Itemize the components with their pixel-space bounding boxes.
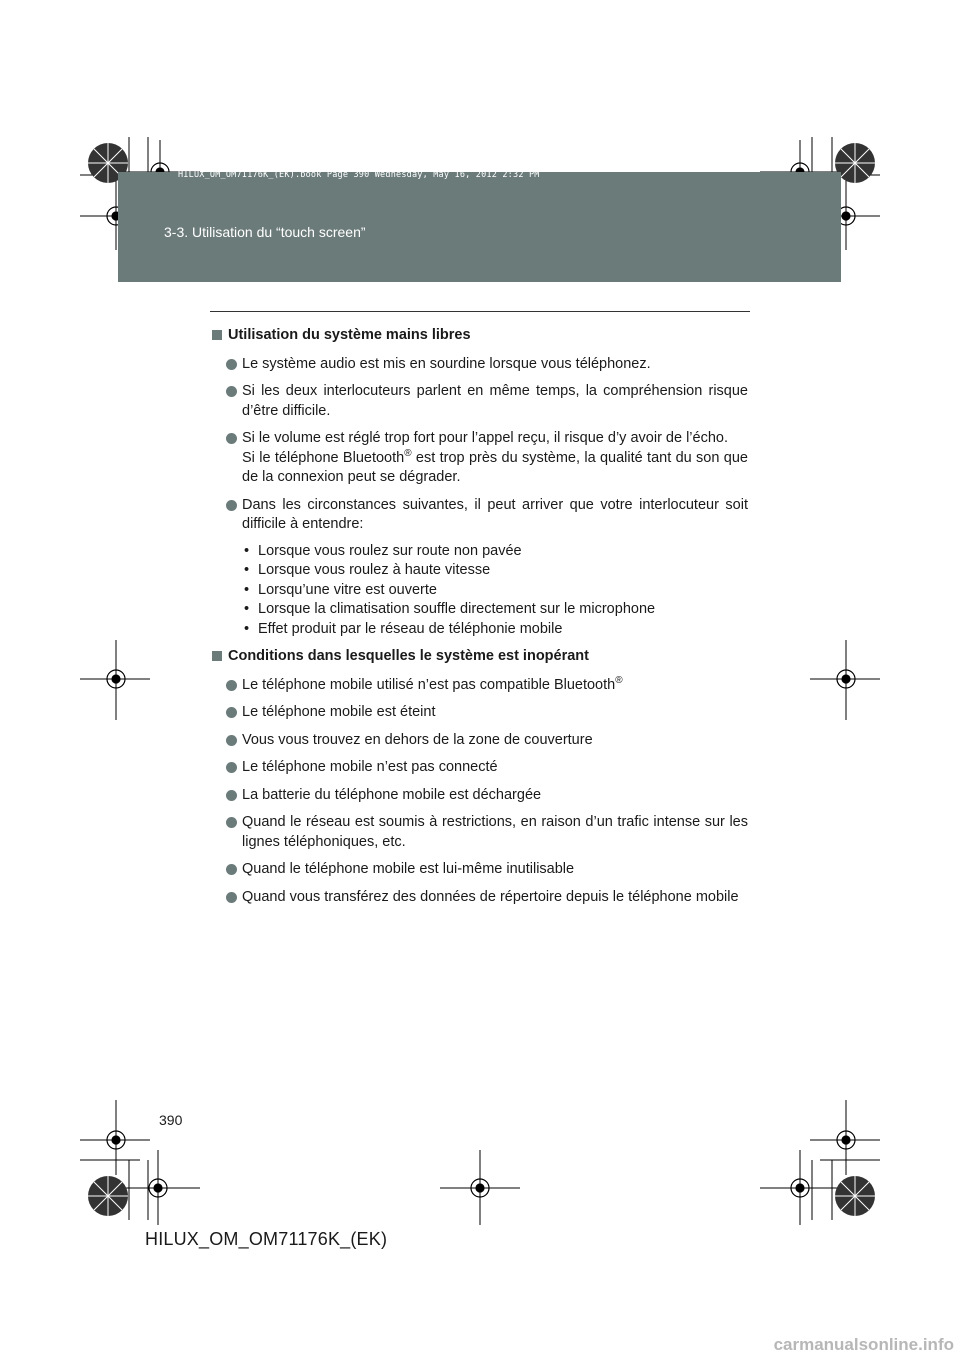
square-bullet-icon <box>212 330 222 340</box>
registered-mark: ® <box>404 447 412 459</box>
circle-bullet-icon <box>226 500 237 511</box>
sub-list-item: • Effet produit par le réseau de téléphonie mobile <box>242 620 748 640</box>
list-item: Quand le réseau est soumis à restrictions, en raison d’un trafic intense sur les lignes téléphoniques, etc. <box>212 813 748 852</box>
circle-bullet-icon <box>226 790 237 801</box>
list-item: Si le volume est réglé trop fort pour l’appel reçu, il risque d’y avoir de l’écho. Si le téléphone Bluetooth® est trop près du système, la qualité tant du son que de la connexion peut se dégrader. <box>212 429 748 488</box>
list-item: Quand le téléphone mobile est lui-même inutilisable <box>212 860 748 880</box>
list-item: Le téléphone mobile utilisé n’est pas compatible Bluetooth® <box>212 676 748 696</box>
circle-bullet-icon <box>226 762 237 773</box>
list-item: Dans les circonstances suivantes, il peut arriver que votre interlocuteur soit difficile à entendre: <box>212 496 748 535</box>
circle-bullet-icon <box>226 680 237 691</box>
square-bullet-icon <box>212 651 222 661</box>
section-title: 3-3. Utilisation du “touch screen” <box>164 224 366 240</box>
page-content <box>212 326 748 915</box>
registered-mark: ® <box>615 674 623 686</box>
list-item: Le système audio est mis en sourdine lorsque vous téléphonez. <box>212 355 748 375</box>
list-item: Le téléphone mobile est éteint <box>212 703 748 723</box>
circle-bullet-icon <box>226 433 237 444</box>
circle-bullet-icon <box>226 707 237 718</box>
list-item: Quand vous transférez des données de répertoire depuis le téléphone mobile <box>212 888 748 908</box>
list-item: Vous vous trouvez en dehors de la zone de couverture <box>212 731 748 751</box>
section-heading: Conditions dans lesquelles le système est inopérant <box>212 647 748 667</box>
sub-list-item: • Lorsque vous roulez à haute vitesse <box>242 561 748 581</box>
sub-list-item: • Lorsqu’une vitre est ouverte <box>242 581 748 601</box>
top-rule <box>210 311 750 312</box>
circle-bullet-icon <box>226 359 237 370</box>
list-item: La batterie du téléphone mobile est déchargée <box>212 786 748 806</box>
sub-list-item: • Lorsque la climatisation souffle directement sur le microphone <box>242 600 748 620</box>
circle-bullet-icon <box>226 735 237 746</box>
watermark: carmanualsonline.info <box>773 1335 954 1354</box>
circle-bullet-icon <box>226 892 237 903</box>
sub-list-item: • Lorsque vous roulez sur route non pavée <box>242 542 748 562</box>
document-code: HILUX_OM_OM71176K_(EK) <box>145 1229 388 1249</box>
circle-bullet-icon <box>226 386 237 397</box>
page-number: 390 <box>159 1112 183 1128</box>
sub-list <box>242 542 748 640</box>
list-item: Si les deux interlocuteurs parlent en même temps, la compréhension risque d’être difficile. <box>212 382 748 421</box>
circle-bullet-icon <box>226 864 237 875</box>
section-heading: Utilisation du système mains libres <box>212 326 748 346</box>
file-stamp: HILUX_OM_OM71176K_(EK).book Page 390 Wednesday, May 16, 2012 2:32 PM <box>178 170 540 180</box>
list-item: Le téléphone mobile n’est pas connecté <box>212 758 748 778</box>
circle-bullet-icon <box>226 817 237 828</box>
